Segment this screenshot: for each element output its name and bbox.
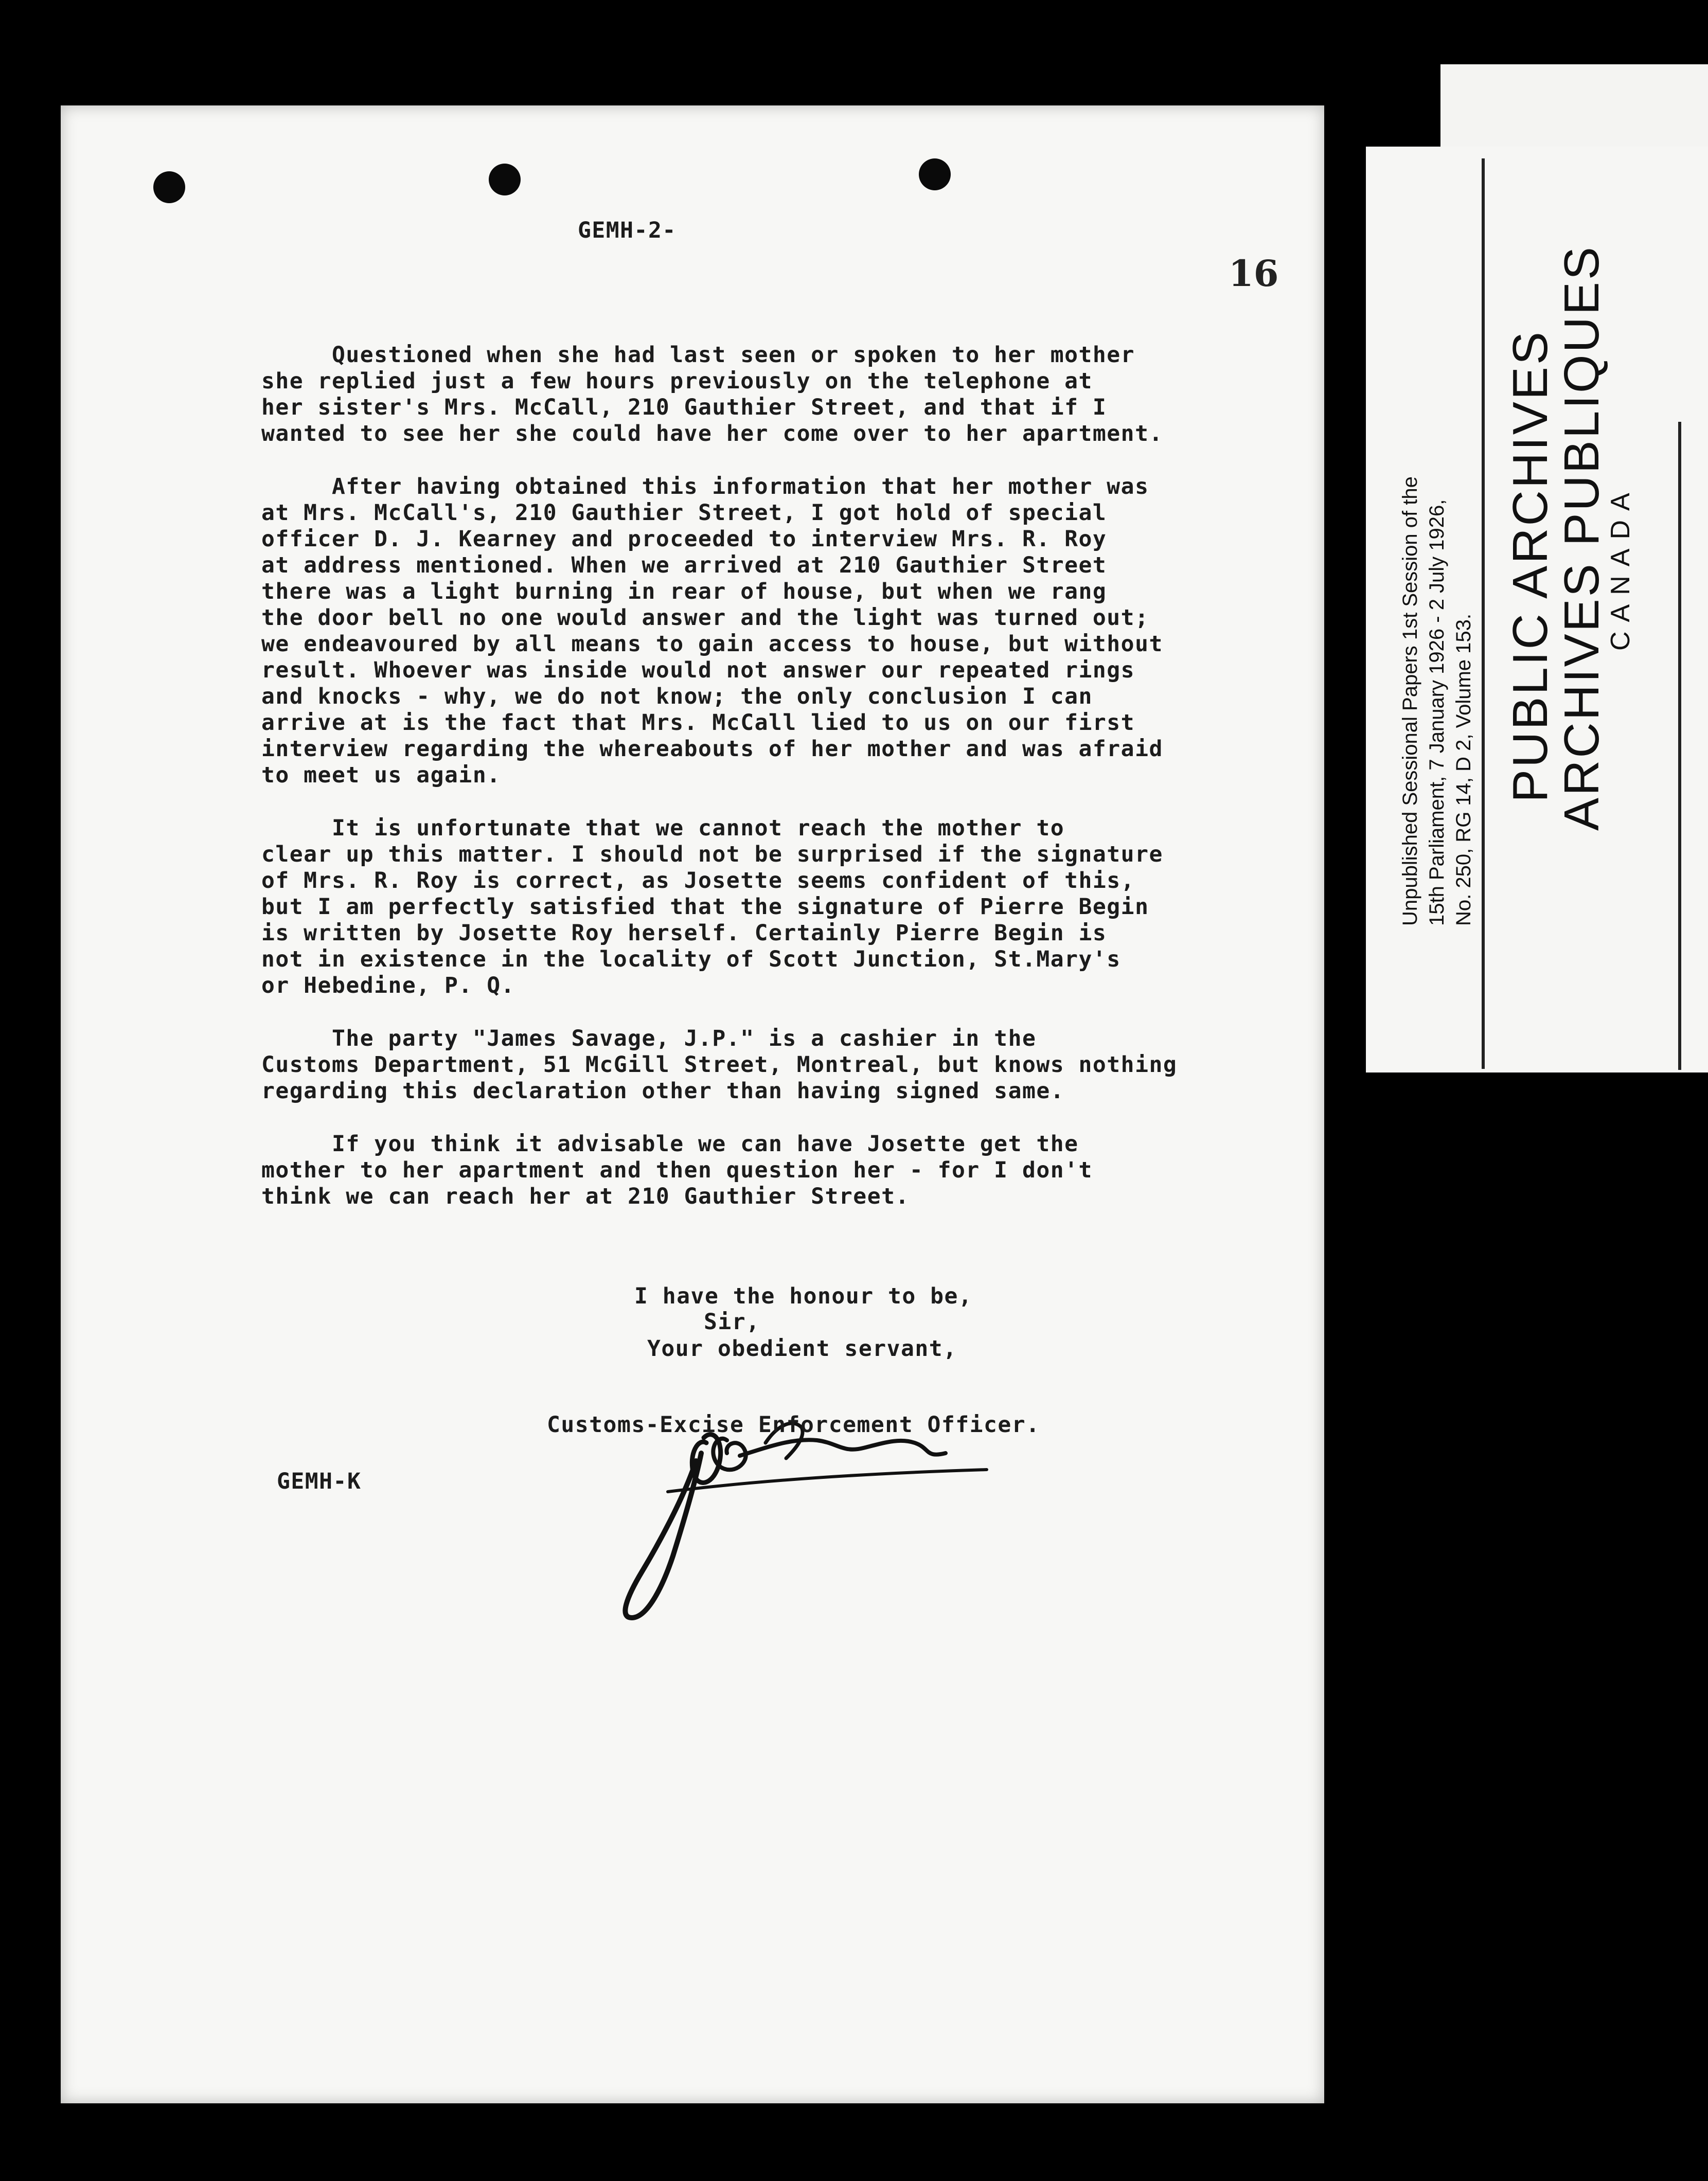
letter-line: is written by Josette Roy herself. Certainly Pierre Begin is: [261, 920, 1107, 946]
archives-publiques-heading: ARCHIVES PUBLIQUES: [1554, 245, 1609, 831]
punch-hole: [919, 158, 951, 190]
public-archives-heading: PUBLIC ARCHIVES: [1503, 330, 1558, 802]
archive-caption-line-1: Unpublished Sessional Papers 1st Session of the: [1399, 476, 1421, 926]
archive-caption-line-3: No. 250, RG 14, D 2, Volume 153.: [1452, 613, 1475, 926]
letter-line: officer D. J. Kearney and proceeded to interview Mrs. R. Roy: [261, 526, 1107, 552]
closing-servant: Your obedient servant,: [647, 1336, 957, 1362]
letter-line: It is unfortunate that we cannot reach the mother to: [261, 815, 1065, 841]
letter-line: The party "James Savage, J.P." is a cashier in the: [261, 1026, 1037, 1051]
letter-line: result. Whoever was inside would not answer our repeated rings: [261, 657, 1135, 683]
letter-line: at address mentioned. When we arrived at 210 Gauthier Street: [261, 552, 1107, 578]
punch-hole: [153, 171, 185, 203]
letter-line: or Hebedine, P. Q.: [261, 973, 515, 998]
letter-line: clear up this matter. I should not be surprised if the signature: [261, 842, 1163, 867]
letter-line: of Mrs. R. Roy is correct, as Josette seems confident of this,: [261, 868, 1135, 893]
letter-line: but I am perfectly satisfied that the signature of Pierre Begin: [261, 894, 1149, 920]
punch-hole: [489, 164, 521, 195]
letter-line: her sister's Mrs. McCall, 210 Gauthier Street, and that if I: [261, 395, 1107, 420]
letter-line: If you think it advisable we can have Josette get the: [261, 1131, 1079, 1157]
letter-line: Customs Department, 51 McGill Street, Montreal, but knows nothing: [261, 1052, 1178, 1078]
letter-line: Questioned when she had last seen or spoken to her mother: [261, 342, 1135, 368]
letter-line: interview regarding the whereabouts of her mother and was afraid: [261, 736, 1163, 762]
letter-line: wanted to see her she could have her come over to her apartment.: [261, 421, 1163, 446]
letter-line: think we can reach her at 210 Gauthier Street.: [261, 1184, 910, 1209]
archive-label-divider: [1482, 158, 1485, 1069]
closing-sir: Sir,: [704, 1309, 760, 1335]
letter-line: to meet us again.: [261, 762, 501, 788]
letter-line: the door bell no one would answer and the light was turned out;: [261, 605, 1149, 631]
letter-line: there was a light burning in rear of house, but when we rang: [261, 579, 1107, 604]
letter-line: at Mrs. McCall's, 210 Gauthier Street, I got hold of special: [261, 500, 1107, 526]
page-number: 16: [1229, 252, 1279, 295]
letter-line: mother to her apartment and then question her - for I don't: [261, 1157, 1093, 1183]
archive-caption-line-2: 15th Parliament, 7 January 1926 - 2 July 1926,: [1426, 499, 1448, 926]
letter-line: and knocks - why, we do not know; the only conclusion I can: [261, 684, 1093, 709]
canada-heading: CANADA: [1606, 484, 1635, 651]
page-reference-header: GEMH-2-: [578, 218, 677, 243]
closing-salutation: I have the honour to be,: [634, 1283, 973, 1309]
letter-line: arrive at is the fact that Mrs. McCall lied to us on our first: [261, 710, 1135, 736]
letter-line: After having obtained this information that her mother was: [261, 474, 1149, 499]
signatory-title: Customs-Excise Enforcement Officer.: [547, 1412, 1040, 1438]
letter-line: regarding this declaration other than having signed same.: [261, 1078, 1065, 1104]
archive-label-edge: [1678, 422, 1681, 1070]
letter-line: not in existence in the locality of Scott Junction, St.Mary's: [261, 946, 1121, 972]
typed-letter-page: [61, 105, 1324, 2103]
footer-reference: GEMH-K: [277, 1469, 362, 1494]
letter-line: she replied just a few hours previously on the telephone at: [261, 368, 1093, 394]
letter-line: we endeavoured by all means to gain access to house, but without: [261, 631, 1163, 657]
archive-caption: [1397, 476, 1477, 926]
handwritten-signature: [596, 1350, 1110, 1643]
